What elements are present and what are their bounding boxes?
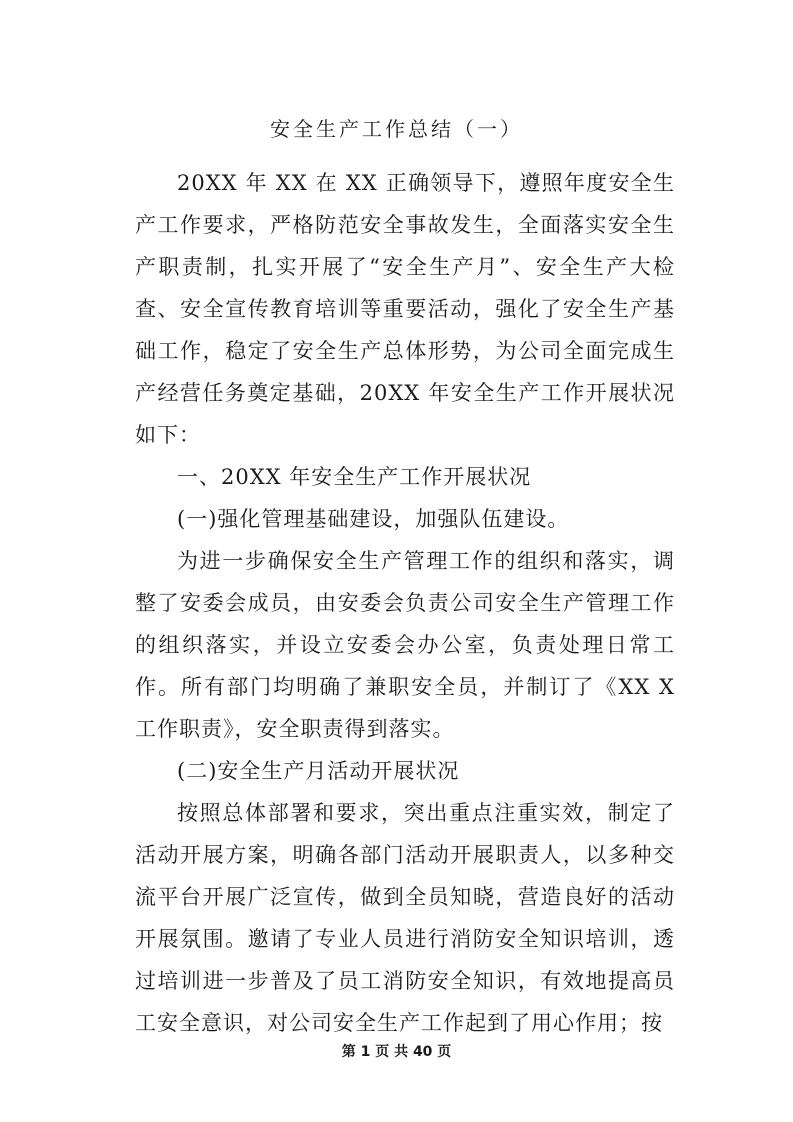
subsection-heading-2: (二)安全生产月活动开展状况	[177, 759, 460, 783]
document-body	[135, 162, 675, 1044]
subsection-paragraph-2: 按照总体部署和要求，突出重点注重实效，制定了活动开展方案，明确各部门活动开展职责人，以多种交流平台开展广泛宣传，做到全员知晓，营造良好的活动开展氛围。邀请了专业人员进行消防安全知识培训，透过培训进一步普及了员工消防安全知识，有效地提高员工安全意识，对公司安全生产工作起到了用心作用；按	[135, 801, 675, 1035]
section-heading-1: 一、20XX 年安全生产工作开展状况	[177, 465, 532, 489]
subsection-paragraph-1: 为进一步确保安全生产管理工作的组织和落实，调整了安委会成员，由安委会负责公司安全生产管理工作的组织落实，并设立安委会办公室，负责处理日常工作。所有部门均明确了兼职安全员，并制订了《XX X 工作职责》，安全职责得到落实。	[135, 549, 675, 741]
subsection-heading-1: (一)强化管理基础建设，加强队伍建设。	[177, 507, 570, 531]
intro-paragraph: 20XX 年 XX 在 XX 正确领导下，遵照年度安全生产工作要求，严格防范安全事故发生，全面落实安全生产职责制，扎实开展了“安全生产月”、安全生产大检查、安全宣传教育培训等重要活动，强化了安全生产基础工作，稳定了安全生产总体形势，为公司全面完成生产经营任务奠定基础，20XX 年安全生产工作开展状况如下：	[135, 171, 675, 447]
document-title: 安全生产工作总结（一）	[270, 117, 523, 141]
page-footer: 第 1 页 共 40 页	[341, 1044, 452, 1060]
